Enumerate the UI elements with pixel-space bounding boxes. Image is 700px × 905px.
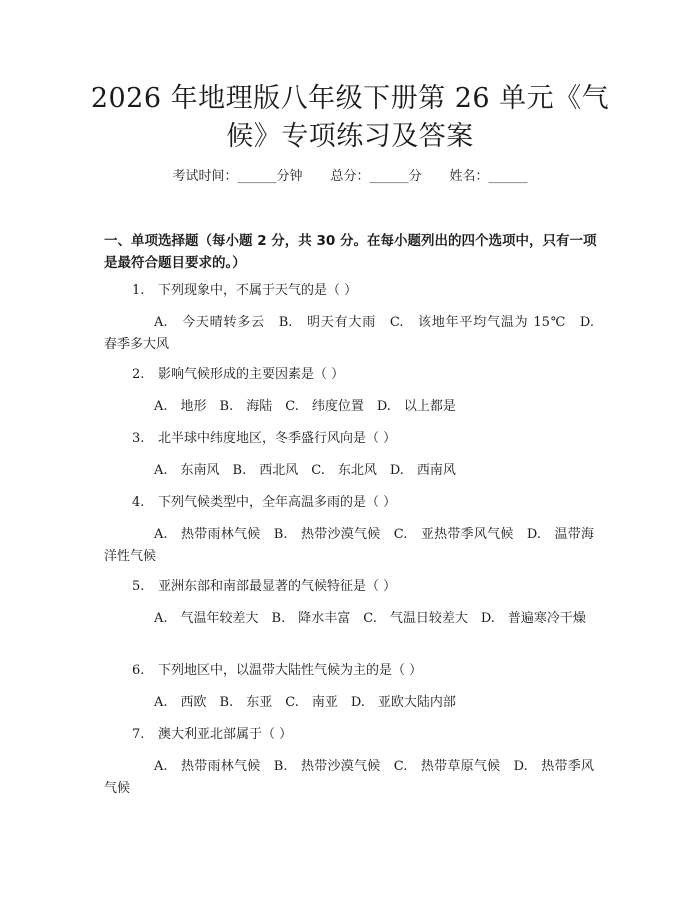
question-text: 北半球中纬度地区，冬季盛行风向是（ ） (158, 431, 397, 446)
question-text: 影响气候形成的主要因素是（ ） (158, 367, 345, 382)
question-6 (132, 662, 422, 680)
question-5-options (104, 608, 594, 630)
question-number: 6. (132, 663, 145, 678)
total-score: 总分：______分 (330, 169, 422, 184)
question-number: 5. (132, 579, 145, 594)
question-number: 2. (132, 367, 145, 382)
question-text: 亚洲东部和南部最显著的气候特征是（ ） (158, 579, 397, 594)
question-2-options (104, 396, 594, 418)
question-text: 下列地区中，以温带大陆性气候为主的是（ ） (158, 663, 423, 678)
question-4 (132, 494, 396, 512)
options-text: A. 热带雨林气候 B. 热带沙漠气候 C. 亚热带季风气候 D. 温带海洋性气候 (104, 527, 594, 564)
question-5 (132, 578, 396, 596)
options-text: A. 今天晴转多云 B. 明天有大雨 C. 该地年平均气温为 15℃ D. 春季多大风 (104, 315, 608, 352)
question-2 (132, 366, 344, 384)
question-1 (132, 282, 357, 300)
question-6-options (104, 692, 594, 714)
question-1-options (104, 312, 608, 356)
options-text: A. 地形 B. 海陆 C. 纬度位置 D. 以上都是 (154, 399, 456, 414)
options-text: A. 西欧 B. 东亚 C. 南亚 D. 亚欧大陆内部 (154, 695, 456, 710)
question-number: 4. (132, 495, 145, 510)
question-7 (132, 726, 292, 744)
student-name: 姓名：______ (449, 169, 528, 184)
question-4-options (104, 524, 594, 568)
options-text: A. 气温年较差大 B. 降水丰富 C. 气温日较差大 D. 普遍寒冷干燥 (154, 611, 586, 626)
document-title-line-2: 候》专项练习及答案 (226, 121, 474, 152)
question-3-options (104, 460, 594, 482)
exam-info (0, 168, 700, 186)
question-3 (132, 430, 396, 448)
question-number: 7. (132, 727, 145, 742)
question-text: 下列现象中，不属于天气的是（ ） (158, 283, 358, 298)
question-text: 澳大利亚北部属于（ ） (158, 727, 293, 742)
section-heading: 一、单项选择题（每小题 2 分，共 30 分。在每小题列出的四个选项中，只有一项是最符合题目要求的。） (104, 233, 597, 271)
question-text: 下列气候类型中，全年高温多雨的是（ ） (158, 495, 397, 510)
options-text: A. 东南风 B. 西北风 C. 东北风 D. 西南风 (154, 463, 456, 478)
exam-time: 考试时间：______分钟 (172, 169, 303, 184)
question-number: 1. (132, 283, 145, 298)
options-text: A. 热带雨林气候 B. 热带沙漠气候 C. 热带草原气候 D. 热带季风气候 (104, 759, 594, 796)
question-number: 3. (132, 431, 145, 446)
question-7-options (104, 756, 594, 800)
document-title-line-1: 2026 年地理版八年级下册第 26 单元《气 (90, 83, 610, 114)
